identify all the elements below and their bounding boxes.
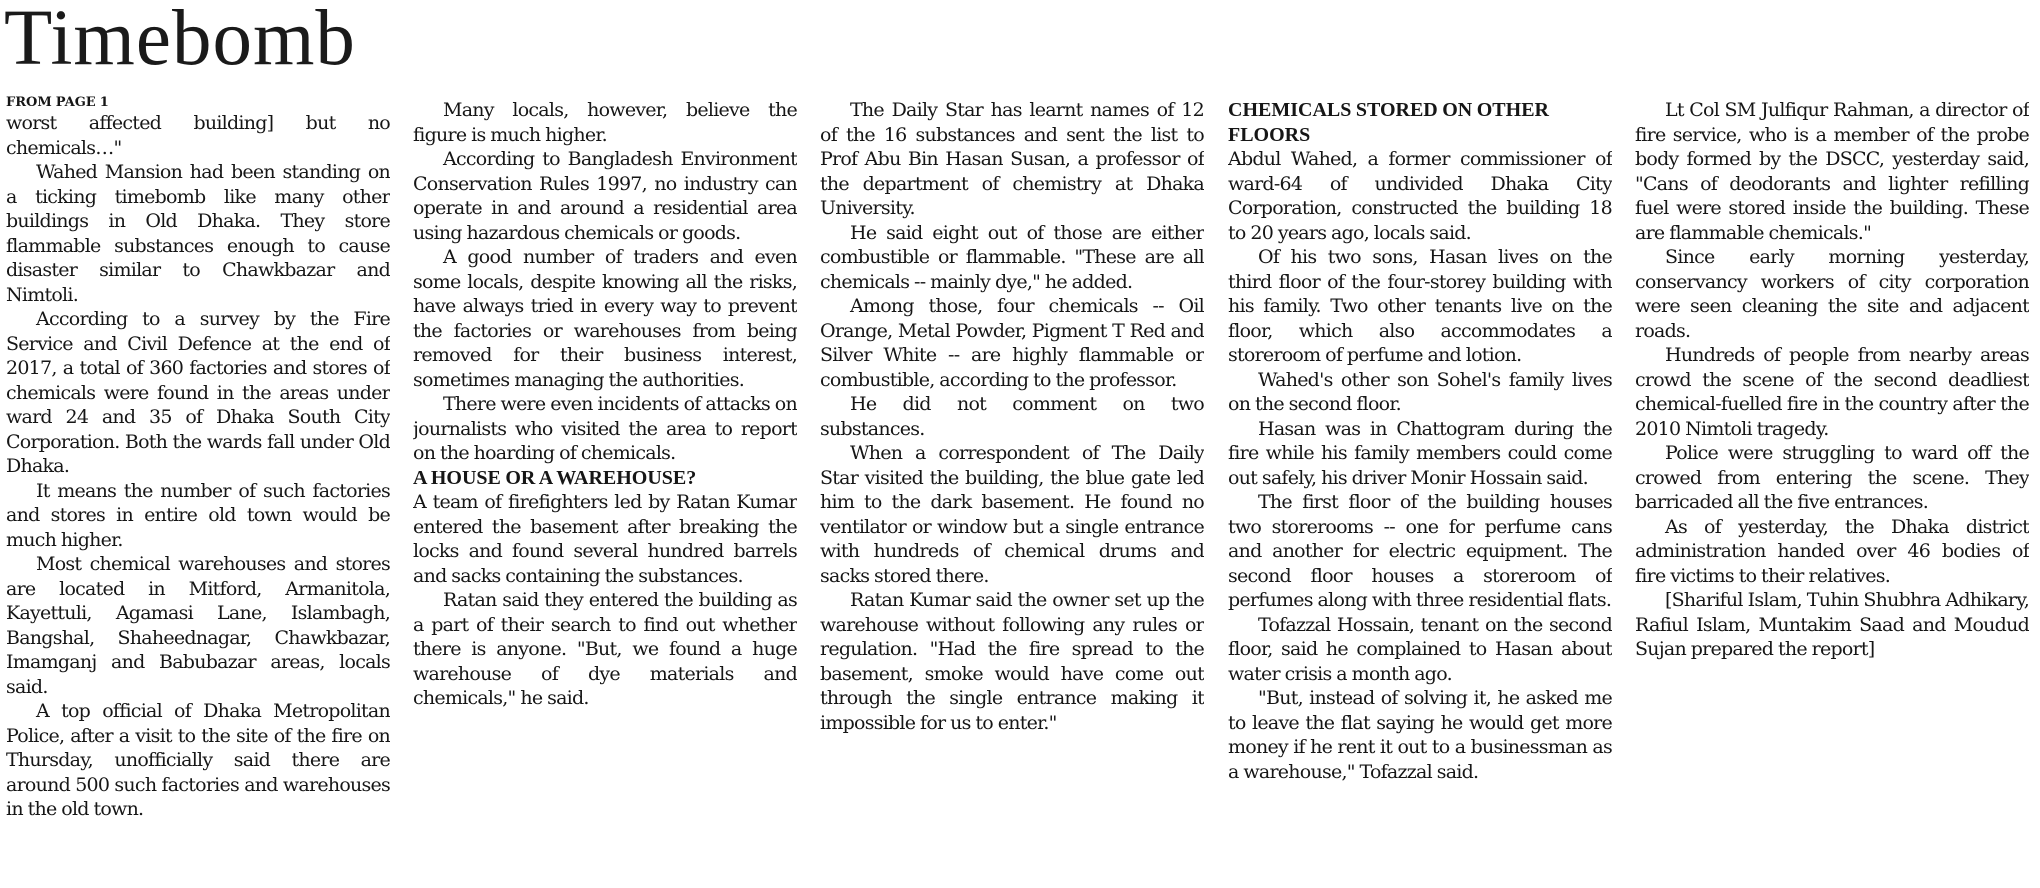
article-paragraph: worst affected building] but no chemicals…": [6, 112, 390, 159]
subhead-house-or-warehouse: A HOUSE OR A WAREHOUSE?: [413, 466, 697, 489]
article-paragraph: Of his two sons, Hasan lives on the third floor of the four-storey building with his family. Two other tenants live on the floor, which also accommodates a storeroom of perfume and lotion.: [1228, 246, 1612, 366]
article-paragraph: Ratan Kumar said the owner set up the warehouse without following any rules or regulation. "Had the fire spread to the basement, smoke would have come out through the single entrance making it impossible for us to enter.": [820, 589, 1204, 734]
article-paragraph: There were even incidents of attacks on journalists who visited the area to report on the hoarding of chemicals.: [413, 393, 797, 464]
continuation-kicker: FROM PAGE 1: [6, 95, 109, 110]
article-paragraph: Tofazzal Hossain, tenant on the second floor, said he complained to Hasan about water crisis a month ago.: [1228, 613, 1612, 685]
article-paragraph: It means the number of such factories and stores in entire old town would be much higher.: [6, 479, 390, 551]
article-paragraph: Police were struggling to ward off the crowed from entering the scene. They barricaded all the five entrances.: [1635, 442, 2029, 513]
article-paragraph: Lt Col SM Julfiqur Rahman, a director of fire service, who is a member of the probe body formed by the DSCC, yesterday said, "Cans of deodorants and lighter refilling fuel were stored inside the building. These are flammable chemicals.": [1635, 99, 2029, 244]
article-paragraph: "But, instead of solving it, he asked me to leave the flat saying he would get more money if he rent it out to a businessman as a warehouse," Tofazzal said.: [1228, 687, 1612, 783]
article-column-5: [1635, 98, 2029, 888]
article-paragraph: Many locals, however, believe the figure is much higher.: [413, 99, 797, 146]
article-paragraph: The first floor of the building houses two storerooms -- one for perfume cans and another for electric equipment. The second floor houses a storeroom of perfumes along with three residential flats.: [1228, 491, 1612, 611]
article-paragraph: Abdul Wahed, a former commissioner of ward-64 of undivided Dhaka City Corporation, constructed the building 18 to 20 years ago, locals said.: [1228, 148, 1612, 244]
article-headline: Timebomb: [4, 0, 356, 82]
article-paragraph: Among those, four chemicals -- Oil Orange, Metal Powder, Pigment T Red and Silver White -- are highly flammable or combustible, according to the professor.: [820, 295, 1204, 391]
article-paragraph: A team of firefighters led by Ratan Kumar entered the basement after breaking the locks and found several hundred barrels and sacks containing the substances.: [413, 491, 797, 587]
article-paragraph: Hasan was in Chattogram during the fire while his family members could come out safely, his driver Monir Hossain said.: [1228, 417, 1612, 489]
subhead-chemicals-stored: CHEMICALS STORED ON OTHER FLOORS: [1228, 99, 1549, 146]
article-column-4: [1228, 98, 1612, 888]
article-paragraph: Wahed's other son Sohel's family lives on the second floor.: [1228, 368, 1612, 415]
article-column-1: [6, 95, 390, 885]
article-byline: [Shariful Islam, Tuhin Shubhra Adhikary, Rafiul Islam, Muntakim Saad and Moudud Sujan prepared the report]: [1635, 589, 2029, 660]
article-paragraph: According to a survey by the Fire Service and Civil Defence at the end of 2017, a total of 360 factories and stores of chemicals were found in the areas under ward 24 and 35 of Dhaka South City Corporation. Both the wards fall under Old Dhaka.: [6, 308, 390, 477]
article-paragraph: He said eight out of those are either combustible or flammable. "These are all chemicals -- mainly dye," he added.: [820, 221, 1204, 293]
article-paragraph: When a correspondent of The Daily Star visited the building, the blue gate led him to the dark basement. He found no ventilator or window but a single entrance with hundreds of chemical drums and sacks stored there.: [820, 442, 1204, 587]
article-paragraph: Wahed Mansion had been standing on a ticking timebomb like many other buildings in Old Dhaka. They store flammable substances enough to cause disaster similar to Chawkbazar and Nimtoli.: [6, 161, 390, 306]
article-paragraph: Most chemical warehouses and stores are located in Mitford, Armanitola, Kayettuli, Agamasi Lane, Islambagh, Bangshal, Shaheednagar, Chawkbazar, Imamganj and Babubazar areas, locals said.: [6, 553, 390, 698]
article-paragraph: Ratan said they entered the building as a part of their search to find out whether there is anyone. "But, we found a huge warehouse of dye materials and chemicals," he said.: [413, 589, 797, 709]
article-paragraph: As of yesterday, the Dhaka district administration handed over 46 bodies of fire victims to their relatives.: [1635, 515, 2029, 587]
article-paragraph: Hundreds of people from nearby areas crowd the scene of the second deadliest chemical-fuelled fire in the country after the 2010 Nimtoli tragedy.: [1635, 344, 2029, 440]
article-paragraph: Since early morning yesterday, conservancy workers of city corporation were seen cleaning the site and adjacent roads.: [1635, 246, 2029, 342]
article-paragraph: According to Bangladesh Environment Conservation Rules 1997, no industry can operate in and around a residential area using hazardous chemicals or goods.: [413, 148, 797, 244]
article-paragraph: He did not comment on two substances.: [820, 393, 1204, 440]
article-column-3: [820, 98, 1204, 888]
article-paragraph: The Daily Star has learnt names of 12 of the 16 substances and sent the list to Prof Abu Bin Hasan Susan, a professor of the department of chemistry at Dhaka University.: [820, 99, 1204, 219]
article-paragraph: A top official of Dhaka Metropolitan Police, after a visit to the site of the fire on Thursday, unofficially said there are around 500 such factories and warehouses in the old town.: [6, 700, 390, 820]
article-paragraph: A good number of traders and even some locals, despite knowing all the risks, have always tried in every way to prevent the factories or warehouses from being removed for their business interest, sometimes managing the authorities.: [413, 246, 797, 391]
article-column-2: [413, 98, 797, 888]
